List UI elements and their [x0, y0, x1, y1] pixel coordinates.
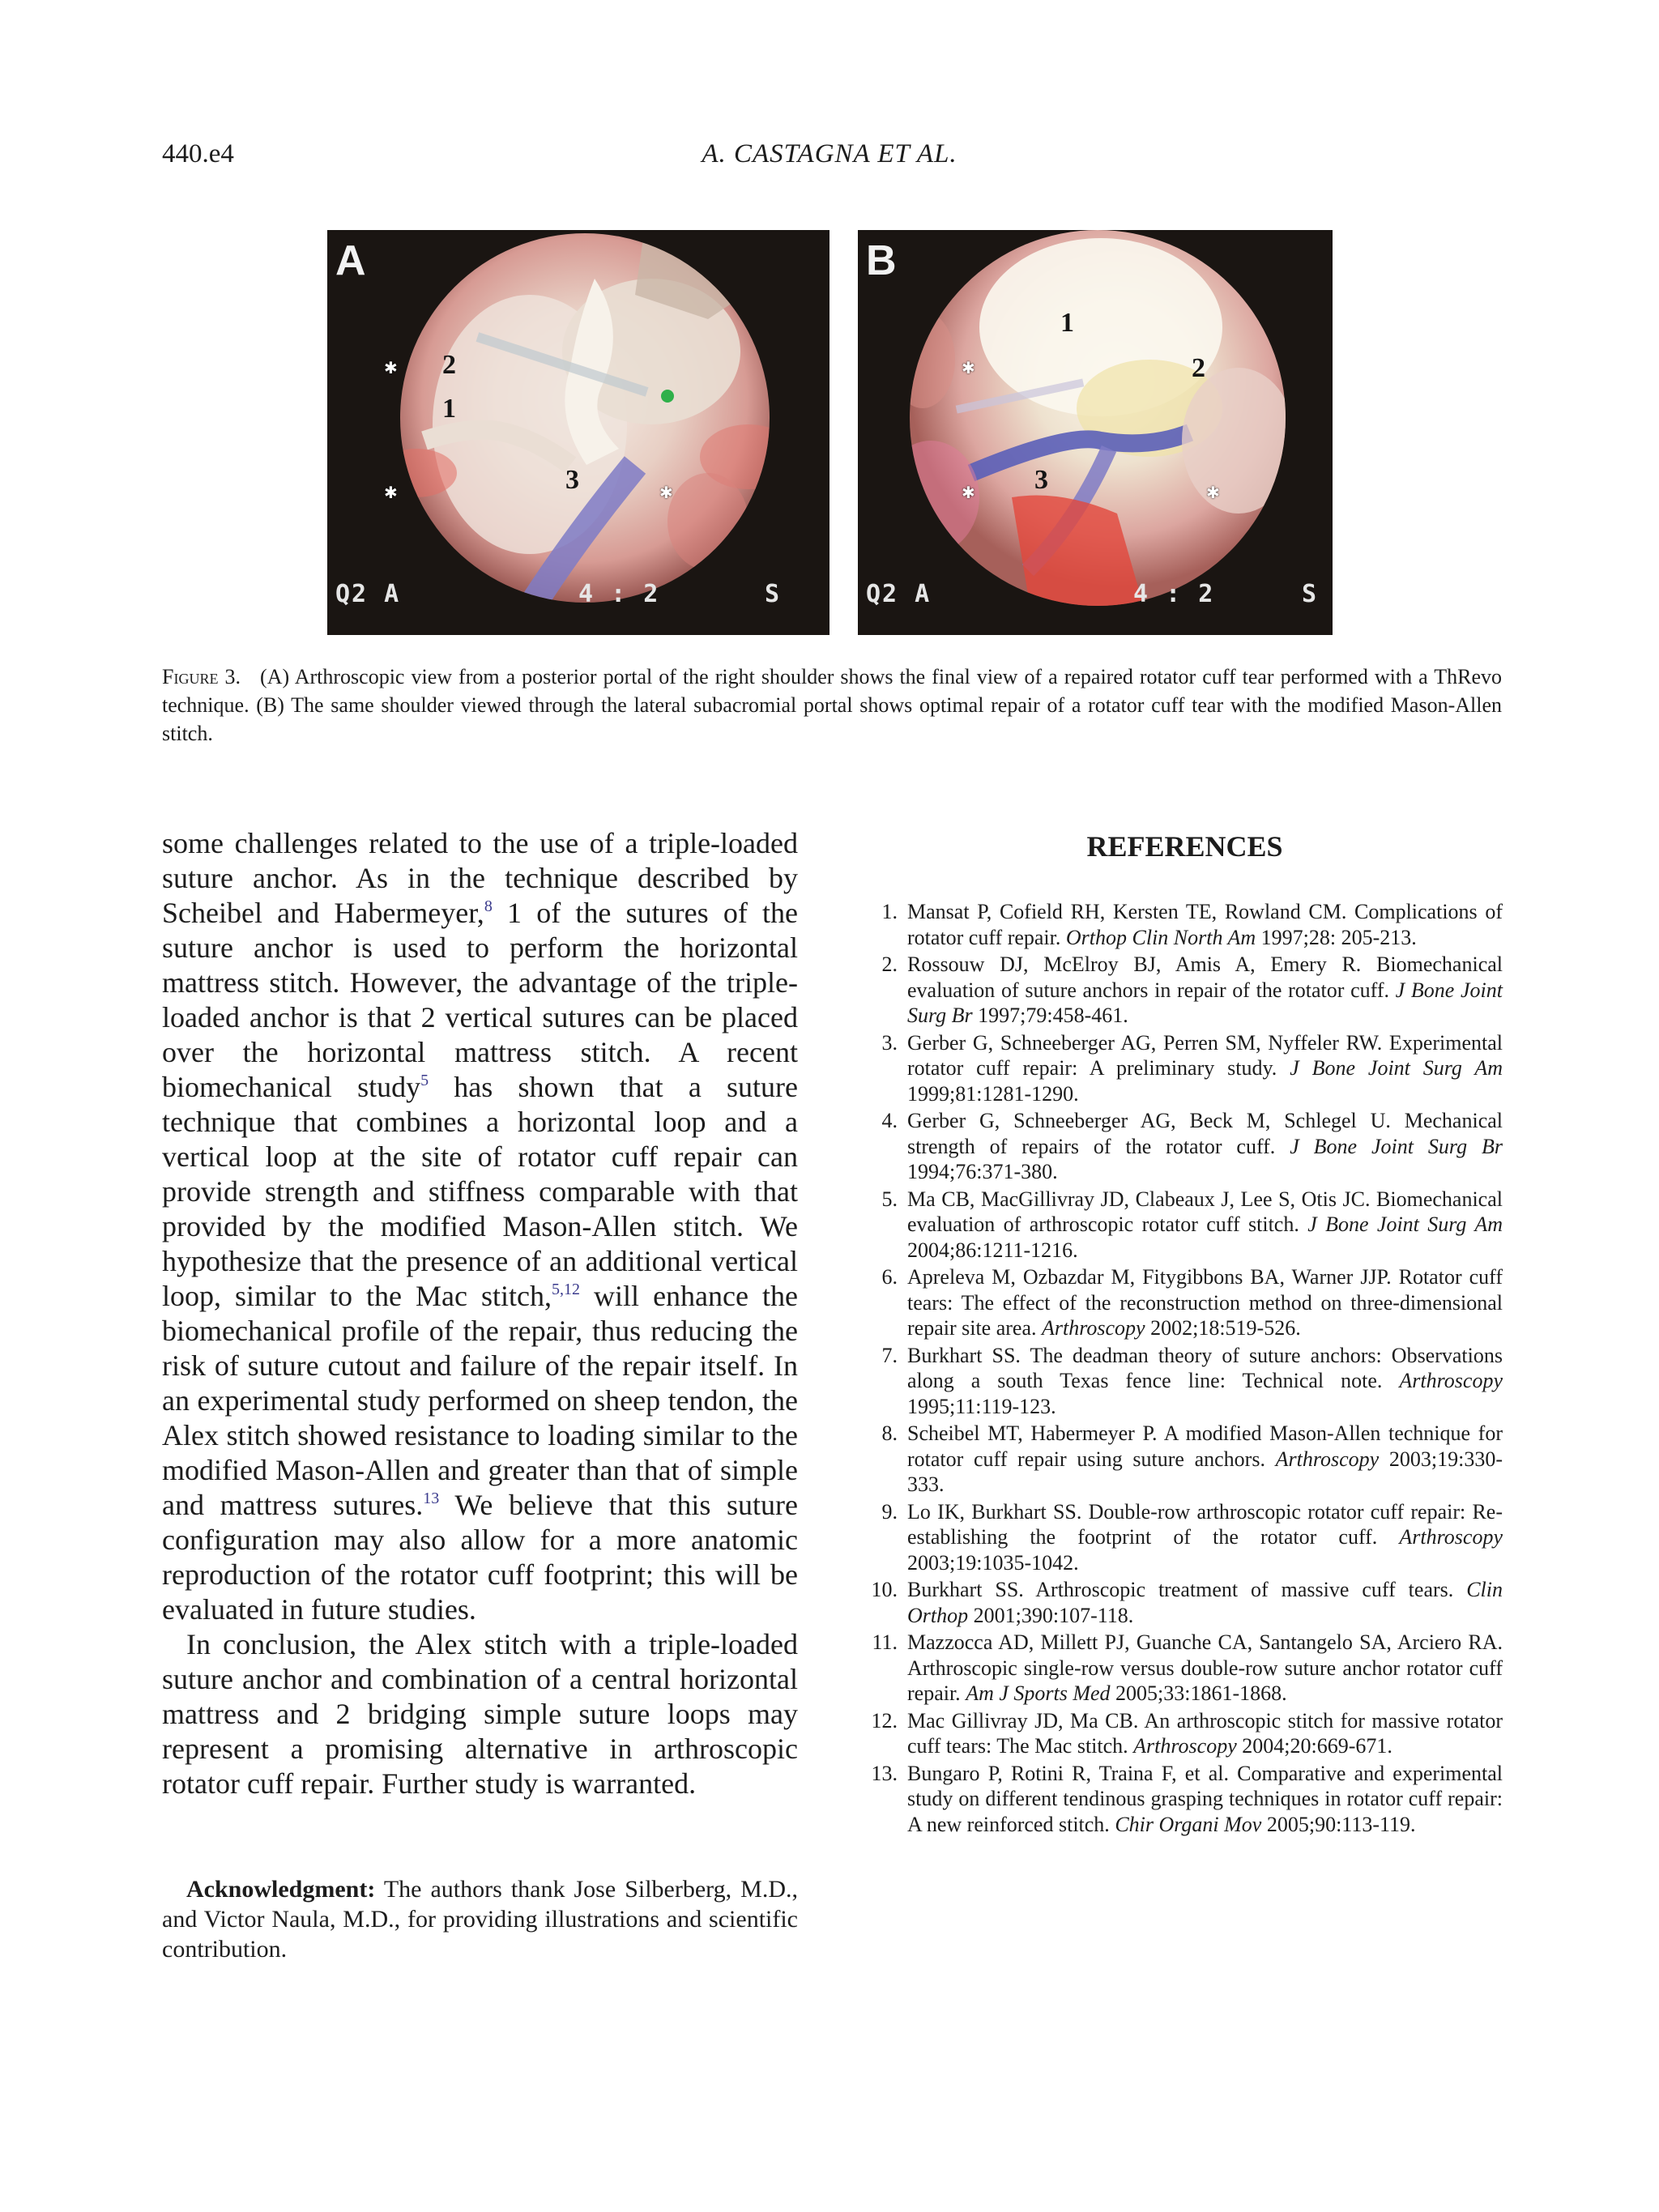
- reference-text: Mac Gillivray JD, Ma CB. An arthroscopic stitch for massive rotator cuff tears: The Mac stitch.: [907, 1708, 1503, 1758]
- asterisk-marker: ✱: [659, 484, 673, 502]
- acknowledgment-text: The authors thank Jose Silberberg, M.D., and Victor Naula, M.D., for providing illustrations and scientific contribution.: [162, 1876, 798, 1963]
- reference-citation: 2003;19:1035-1042.: [907, 1550, 1079, 1575]
- reference-citation: 1997;79:458-461.: [972, 1004, 1128, 1027]
- panel-letter-b: B: [866, 237, 897, 284]
- reference-journal: Arthroscopy: [1399, 1369, 1503, 1392]
- reference-item: [867, 1264, 1503, 1341]
- reference-item: [867, 1708, 1503, 1759]
- body-text: We believe that this suture configuration may also allow for a more anatomic reproduction of the rotator cuff footprint; this will be evaluated in future studies.: [162, 1489, 799, 1626]
- reference-item: [867, 1630, 1503, 1707]
- marker-1: 1: [442, 394, 456, 424]
- reference-citation: 2004;86:1211-1216.: [907, 1238, 1078, 1262]
- caption-text: (A) Arthroscopic view from a posterior portal of the right shoulder shows the final view of a repaired rotator cuff tear performed with a ThRevo technique. (B) The same shoulder viewed through the lateral subacromial portal shows optimal repair of a rotator cuff tear with the modified Mason-Allen stitch.: [162, 665, 1503, 745]
- reference-citation: 2002;18:519-526.: [1145, 1316, 1301, 1340]
- reference-number: 2.: [881, 953, 898, 976]
- reference-journal: J Bone Joint Surg Am: [1307, 1213, 1503, 1236]
- reference-item: [867, 952, 1503, 1029]
- reference-text: Ma CB, MacGillivray JD, Clabeaux J, Lee S, Otis JC. Biomechanical evaluation of arthroscopic rotator cuff stitch.: [907, 1187, 1503, 1236]
- references-heading: REFERENCES: [1086, 830, 1283, 863]
- body-column: [162, 826, 798, 1801]
- marker-3: 3: [565, 465, 579, 495]
- reference-item: [867, 1421, 1503, 1498]
- reference-citation: 2003;19:330-333.: [907, 1447, 1503, 1496]
- reference-citation: 1999;81:1281-1290.: [907, 1081, 1079, 1106]
- panel-letter-a: A: [335, 237, 366, 284]
- reference-text: Burkhart SS. The deadman theory of suture anchors: Observations along a south Texas fence line: Technical note.: [907, 1343, 1503, 1392]
- reference-text: Scheibel MT, Habermeyer P. A modified Mason-Allen technique for rotator cuff repair using suture anchors.: [907, 1421, 1503, 1471]
- reference-item: [867, 1499, 1503, 1576]
- reference-number: 7.: [881, 1343, 898, 1367]
- reference-citation: 1994;76:371-380.: [907, 1160, 1058, 1183]
- asterisk-marker: ✱: [384, 360, 398, 377]
- reference-item: [867, 1030, 1503, 1107]
- asterisk-marker: ✱: [962, 484, 975, 502]
- osd-right: S: [1302, 580, 1319, 608]
- reference-number: 6.: [881, 1265, 898, 1289]
- reference-journal: Arthroscopy: [1133, 1734, 1237, 1758]
- reference-journal: J Bone Joint Surg Br: [1290, 1134, 1503, 1158]
- reference-item: [867, 1187, 1503, 1264]
- osd-mid: 4 : 2: [1133, 580, 1215, 608]
- arthroscopic-image-a: [327, 230, 830, 635]
- reference-item: [867, 899, 1503, 950]
- reference-text: Lo IK, Burkhart SS. Double-row arthroscopic rotator cuff repair: Re-establishing the footprint of the rotator cuff.: [907, 1499, 1503, 1549]
- osd-mid: 4 : 2: [578, 580, 660, 608]
- reference-text: Gerber G, Schneeberger AG, Perren SM, Nyffeler RW. Experimental rotator cuff repair: A preliminary study.: [907, 1030, 1503, 1080]
- reference-number: 10.: [871, 1578, 898, 1601]
- reference-citation: 2004;20:669-671.: [1236, 1734, 1392, 1758]
- reference-text: Gerber G, Schneeberger AG, Beck M, Schlegel U. Mechanical strength of repairs of the rotator cuff.: [907, 1109, 1503, 1158]
- reference-journal: Arthroscopy: [1399, 1525, 1503, 1549]
- reference-number: 12.: [871, 1708, 898, 1733]
- reference-number: 9.: [881, 1499, 898, 1524]
- reference-number: 5.: [881, 1187, 898, 1211]
- osd-right: S: [765, 580, 782, 608]
- body-text: some challenges related to the use of a triple-loaded suture anchor. As in the technique described by Scheibel and Habermeyer,: [162, 827, 798, 929]
- osd-left: Q2 A: [866, 580, 932, 608]
- body-text: 1 of the sutures of the suture anchor is used to perform the horizontal mattress stitch. However, the advantage of the triple-loaded anchor is that 2 vertical sutures can be placed over the horizontal mattress stitch. A recent biomechanical study: [162, 897, 798, 1103]
- reference-number: 3.: [881, 1030, 898, 1055]
- reference-number: 4.: [881, 1109, 898, 1132]
- acknowledgment: [162, 1874, 798, 1964]
- citation-link[interactable]: 8: [484, 897, 493, 915]
- body-text: will enhance the biomechanical profile of the repair, thus reducing the risk of suture cutout and failure of the repair itself. In an experimental study performed on sheep tendon, the Alex stitch showed resistance to loading similar to the modified Mason-Allen and greater than that of simple and mattress sutures.: [162, 1280, 798, 1521]
- reference-citation: 1997;28: 205-213.: [1256, 925, 1417, 949]
- caption-label: Figure 3.: [162, 665, 241, 688]
- marker-1: 1: [1060, 308, 1074, 338]
- reference-text: Burkhart SS. Arthroscopic treatment of massive cuff tears.: [907, 1578, 1467, 1601]
- reference-item: [867, 1577, 1503, 1628]
- reference-journal: Am J Sports Med: [966, 1681, 1111, 1705]
- asterisk-marker: ✱: [962, 360, 975, 377]
- asterisk-marker: ✱: [1206, 484, 1220, 502]
- reference-journal: Chir Organi Mov: [1115, 1812, 1262, 1836]
- page-number: 440.e4: [162, 139, 234, 168]
- citation-link[interactable]: 5,12: [552, 1281, 581, 1298]
- acknowledgment-label: Acknowledgment:: [186, 1876, 376, 1903]
- reference-citation: 2005;33:1861-1868.: [1110, 1681, 1287, 1705]
- reference-number: 8.: [881, 1421, 898, 1445]
- reference-journal: J Bone Joint Surg Am: [1290, 1056, 1503, 1080]
- reference-journal: Clin Orthop: [907, 1578, 1503, 1627]
- marker-2: 2: [442, 350, 456, 380]
- reference-list: [867, 899, 1503, 1839]
- reference-journal: Arthroscopy: [1275, 1447, 1380, 1471]
- citation-link[interactable]: 13: [423, 1490, 440, 1507]
- asterisk-marker: ✱: [384, 484, 398, 502]
- marker-3: 3: [1034, 465, 1048, 495]
- reference-text: Rossouw DJ, McElroy BJ, Amis A, Emery R. Biomechanical evaluation of suture anchors in repair of the rotator cuff.: [907, 953, 1503, 1002]
- arthroscopic-image-b: [858, 230, 1333, 635]
- reference-text: Mansat P, Cofield RH, Kersten TE, Rowland CM. Complications of rotator cuff repair.: [907, 900, 1503, 949]
- osd-left: Q2 A: [335, 580, 401, 608]
- reference-text: Apreleva M, Ozbazdar M, Fitygibbons BA, Warner JJP. Rotator cuff tears: The effect of the reconstruction method on three-dimensional repair site area.: [907, 1265, 1503, 1340]
- figure-panel-b: [858, 230, 1333, 635]
- reference-citation: 1995;11:119-123.: [907, 1394, 1056, 1418]
- body-paragraph: [162, 826, 798, 1627]
- reference-journal: J Bone Joint Surg Br: [907, 978, 1503, 1027]
- reference-number: 13.: [871, 1761, 898, 1785]
- reference-citation: 2005;90:113-119.: [1261, 1812, 1416, 1836]
- figure-panel-a: [327, 230, 830, 635]
- reference-journal: Arthroscopy: [1042, 1316, 1145, 1340]
- marker-2: 2: [1192, 353, 1205, 383]
- reference-text: Bungaro P, Rotini R, Traina F, et al. Comparative and experimental study on different tendinous grasping techniques in rotator cuff repair: A new reinforced stitch.: [907, 1761, 1503, 1836]
- conclusion-paragraph: In conclusion, the Alex stitch with a triple-loaded suture anchor and combination of a central horizontal mattress and 2 bridging simple suture loops may represent a promising alternative in arthroscopic rotator cuff repair. Further study is warranted.: [162, 1628, 798, 1800]
- body-text: has shown that a suture technique that combines a horizontal loop and a vertical loop at the site of rotator cuff repair can provide strength and stiffness comparable with that provided by the modified Mason-Allen stitch. We hypothesize that the presence of an additional vertical loop, similar to the Mac stitch,: [162, 1071, 798, 1312]
- reference-text: Mazzocca AD, Millett PJ, Guanche CA, Santangelo SA, Arciero RA. Arthroscopic single-row versus double-row suture anchor rotator cuff repair.: [907, 1630, 1503, 1705]
- reference-number: 11.: [872, 1630, 898, 1654]
- reference-citation: 2001;390:107-118.: [968, 1603, 1134, 1627]
- figure-caption: [162, 663, 1502, 748]
- reference-journal: Orthop Clin North Am: [1065, 925, 1256, 949]
- reference-item: [867, 1108, 1503, 1185]
- running-head: A. CASTAGNA ET AL.: [702, 139, 957, 168]
- reference-number: 1.: [881, 900, 898, 923]
- citation-link[interactable]: 5: [420, 1072, 429, 1089]
- reference-item: [867, 1761, 1503, 1838]
- reference-item: [867, 1343, 1503, 1420]
